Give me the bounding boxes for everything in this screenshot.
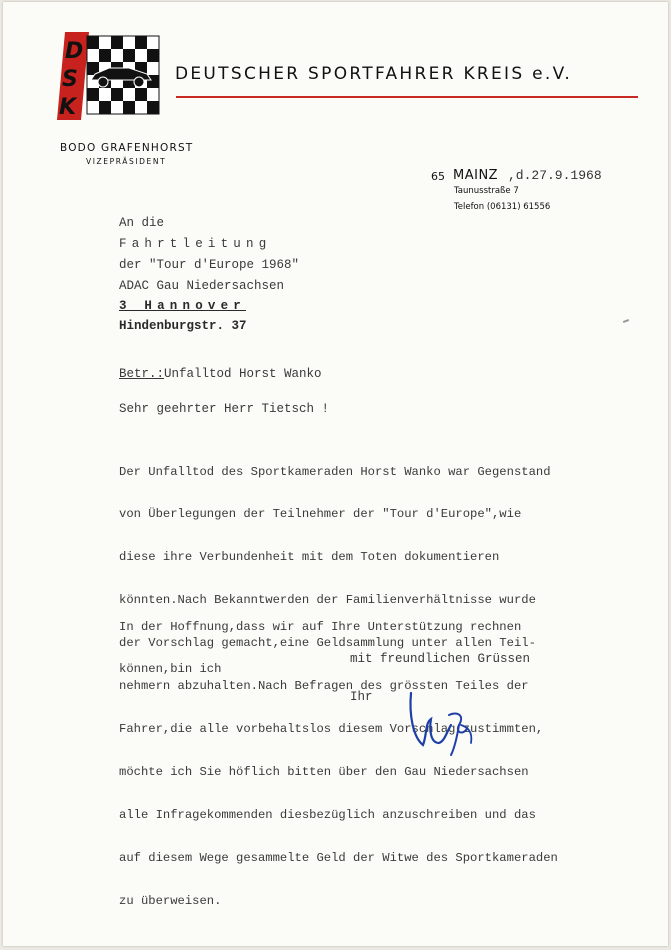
checkered-flag-icon [87,36,159,114]
salutation: Sehr geehrter Herr Tietsch ! [119,402,330,416]
body-line: könnten.Nach Bekanntwerden der Familienverhältnisse wurde [119,593,536,608]
organization-name: DEUTSCHER SPORTFAHRER KREIS e.V. [175,64,573,84]
recipient-line-5: 3 Hannover [119,299,247,313]
body-line: zu überweisen. [119,893,222,908]
recipient-line-1: An die [119,216,165,230]
logo-letter-s: S [62,67,78,92]
letter-date: ,d.27.9.1968 [508,168,602,183]
subject-label: Betr.: [119,367,165,381]
logo-letter-k: K [59,95,77,120]
body-line: In der Hoffnung,dass wir auf Ihre Unterstützung rechnen [119,619,522,634]
recipient-line-3: der "Tour d'Europe 1968" [119,258,300,272]
handwritten-signature [401,685,481,760]
body-line: der Vorschlag gemacht,eine Geldsammlung unter allen Teil- [119,636,536,651]
body-line: alle Infragekommenden diesbezüglich anzuschreiben und das [119,807,536,822]
body-line: diese ihre Verbundenheit mit dem Toten dokumentieren [119,550,500,565]
closing-word: Ihr [350,690,373,704]
body-line: Fahrer,die alle vorbehaltslos diesem Vorschlag zustimmten, [119,721,544,736]
postal-prefix: 65 [431,170,445,183]
body-line: von Überlegungen der Teilnehmer der "Tour d'Europe",wie [119,507,522,522]
sender-title: VIZEPRÄSIDENT [86,157,167,166]
closing-greeting: mit freundlichen Grüssen [350,652,531,666]
phone-number: Telefon (06131) 61556 [454,202,551,212]
recipient-line-4: ADAC Gau Niedersachsen [119,279,285,293]
sender-name: BODO GRAFENHORST [60,142,194,154]
dsk-logo [51,30,161,122]
city: MAINZ [453,168,499,183]
subject-text: Unfalltod Horst Wanko [164,367,322,381]
street-address: Taunusstraße 7 [454,186,519,196]
body-line: können,bin ich [119,662,222,677]
recipient-line-6: Hindenburgstr. 37 [119,319,247,333]
recipient-line-2: Fahrtleitung [119,237,272,251]
letter-page [3,2,668,946]
body-line: Der Unfalltod des Sportkameraden Horst Wanko war Gegenstand [119,464,551,479]
subject-line [119,366,322,382]
paper-mark [623,319,629,323]
body-line: möchte ich Sie höflich bitten über den Gau Niedersachsen [119,764,529,779]
body-line: auf diesem Wege gesammelte Geld der Witwe des Sportkameraden [119,850,558,865]
body-line: nehmern abzuhalten.Nach Befragen des grössten Teiles der [119,679,529,694]
logo-letter-d: D [65,39,84,64]
letterhead-rule [176,96,638,98]
